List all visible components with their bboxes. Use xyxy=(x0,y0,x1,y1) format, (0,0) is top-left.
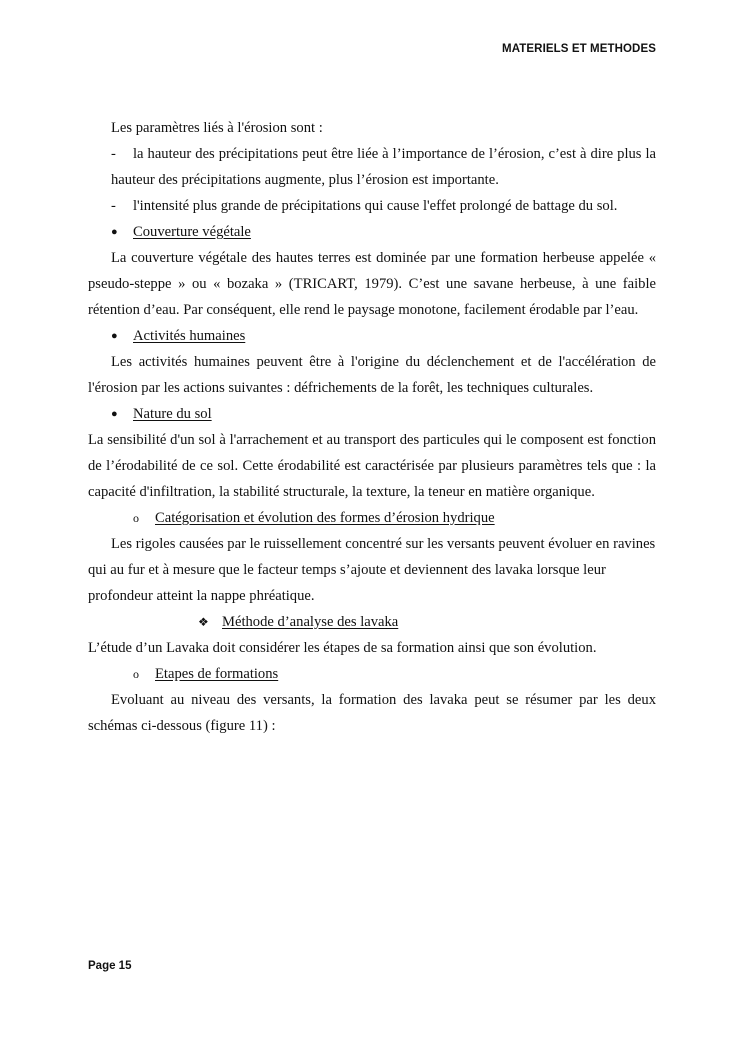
page-number: Page 15 xyxy=(88,960,132,972)
subsection-heading-stages xyxy=(88,661,656,687)
document-body xyxy=(88,115,656,739)
section-title: Nature du sol xyxy=(133,406,212,422)
bullet-icon: ● xyxy=(111,408,118,420)
parameter-item xyxy=(88,141,656,193)
categorisation-paragraph: Les rigoles causées par le ruissellement concentré sur les versants peuvent évoluer en ravines qui au fur et à mesure que le facteur temps s’ajoute et deviennent des lavaka lorsque leur profondeur atteint la nappe phréatique. xyxy=(88,536,656,604)
subsection-heading-method xyxy=(88,609,656,635)
subsection-heading-categorisation xyxy=(88,505,656,531)
parameter-text: la hauteur des précipitations peut être liée à l’importance de l’érosion, c’est à dire plus la hauteur des précipitations augmente, plus l’érosion est importante. xyxy=(111,146,656,188)
subsection-title: Catégorisation et évolution des formes d’érosion hydrique xyxy=(155,510,495,526)
activities-paragraph: Les activités humaines peuvent être à l'origine du déclenchement et de l'accélération de l'érosion par les actions suivantes : défrichements de la forêt, les techniques culturales. xyxy=(88,354,656,396)
subsection-title: Etapes de formations xyxy=(155,666,279,682)
section-title: Activités humaines xyxy=(133,328,246,344)
section-title: Couverture végétale xyxy=(133,224,251,240)
dash-marker: - xyxy=(111,146,116,162)
parameter-item xyxy=(88,193,656,219)
parameter-text: l'intensité plus grande de précipitations qui cause l'effet prolongé de battage du sol. xyxy=(133,198,618,214)
soil-paragraph: La sensibilité d'un sol à l'arrachement et au transport des particules qui le composent est fonction de l’érodabilité de ce sol. Cette érodabilité est caractérisée par plusieurs paramètres tels que : la capacité d'infiltration, la stabilité structurale, la texture, la teneur en matière organique. xyxy=(88,432,656,500)
circle-marker-icon: o xyxy=(133,511,139,525)
intro-paragraph: Les paramètres liés à l'érosion sont : xyxy=(111,120,323,136)
dash-marker: - xyxy=(111,198,116,214)
bullet-icon: ● xyxy=(111,226,118,238)
section-heading-activities xyxy=(88,323,656,349)
bullet-icon: ● xyxy=(111,330,118,342)
section-heading-soil xyxy=(88,401,656,427)
subsection-title: Méthode d’analyse des lavaka xyxy=(222,614,399,630)
method-paragraph: L’étude d’un Lavaka doit considérer les étapes de sa formation ainsi que son évolution. xyxy=(88,640,597,656)
page-header: MATERIELS ET METHODES xyxy=(502,43,656,55)
circle-marker-icon: o xyxy=(133,667,139,681)
section-heading-vegetation xyxy=(88,219,656,245)
vegetation-paragraph: La couverture végétale des hautes terres est dominée par une formation herbeuse appelée « pseudo-steppe » ou « bozaka » (TRICART, 1979). C’est une savane herbeuse, à une faible rétention d’eau. Par conséquent, elle rend le paysage monotone, facilement érodable par l’eau. xyxy=(88,250,656,318)
stages-paragraph: Evoluant au niveau des versants, la formation des lavaka peut se résumer par les deux schémas ci-dessous (figure 11) : xyxy=(88,692,656,734)
diamond-marker-icon: ❖ xyxy=(198,615,209,629)
